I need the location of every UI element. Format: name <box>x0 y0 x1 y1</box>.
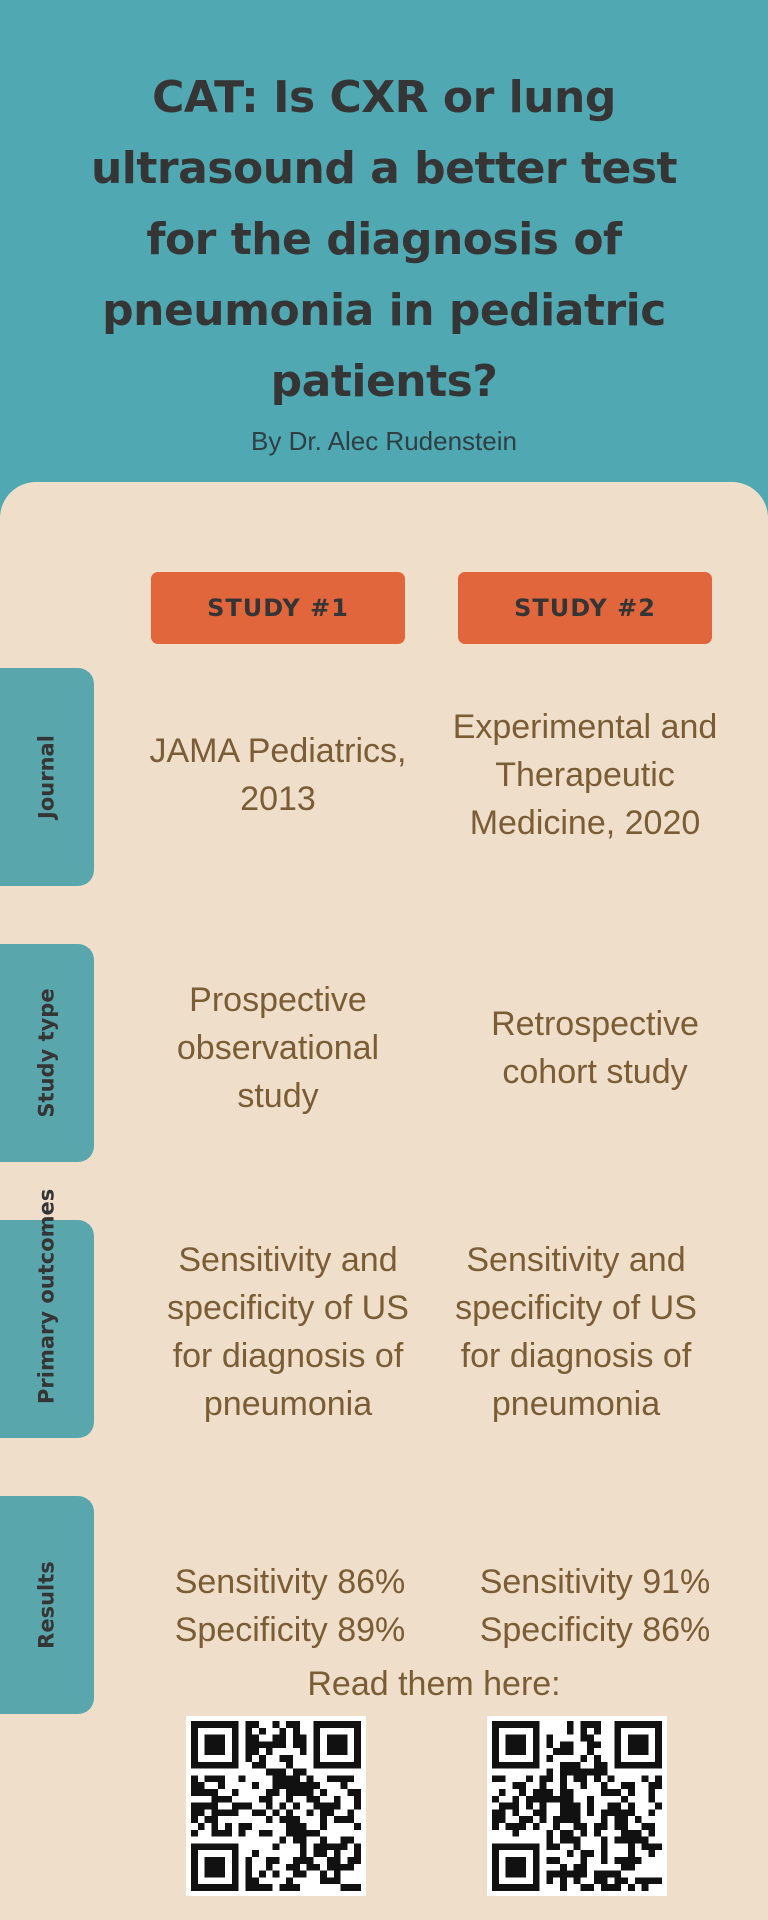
journal-study-2: Experimental and Therapeutic Medicine, 2020 <box>452 708 718 842</box>
row-label-primary-outcomes: Primary outcomes <box>34 1188 59 1404</box>
row-tab-primary-outcomes <box>0 1188 94 1438</box>
row-tab-journal <box>0 668 94 886</box>
results-study-1: Sensitivity 86% Specificity 89% <box>174 1563 406 1649</box>
row-label-journal: Journal <box>34 735 59 819</box>
study-type-study-2: Retrospective cohort study <box>491 1005 699 1091</box>
study-type-study-1: Prospective observational study <box>176 981 380 1115</box>
author-byline: By Dr. Alec Rudenstein <box>251 426 517 456</box>
read-them-here-label: Read them here: <box>307 1665 561 1703</box>
results-study-2: Sensitivity 91% Specificity 86% <box>479 1563 711 1649</box>
outcomes-study-1: Sensitivity and specificity of US for diagnosis of pneumonia <box>167 1241 409 1423</box>
journal-study-1: JAMA Pediatrics, 2013 <box>149 732 407 818</box>
study-1-header: STUDY #1 <box>151 572 405 644</box>
outcomes-study-2: Sensitivity and specificity of US for diagnosis of pneumonia <box>455 1241 697 1423</box>
row-label-results: Results <box>34 1561 59 1649</box>
study-1-qr-code[interactable] <box>186 1716 366 1896</box>
row-label-study-type: Study type <box>34 988 59 1118</box>
qr-code-icon <box>492 1721 662 1891</box>
study-2-header: STUDY #2 <box>458 572 712 644</box>
page-title: CAT: Is CXR or lung ultrasound a better test for the diagnosis of pneumonia in pediatric patients? <box>90 72 678 407</box>
qr-code-icon <box>191 1721 361 1891</box>
row-tab-study-type <box>0 944 94 1162</box>
study-2-qr-code[interactable] <box>487 1716 667 1896</box>
